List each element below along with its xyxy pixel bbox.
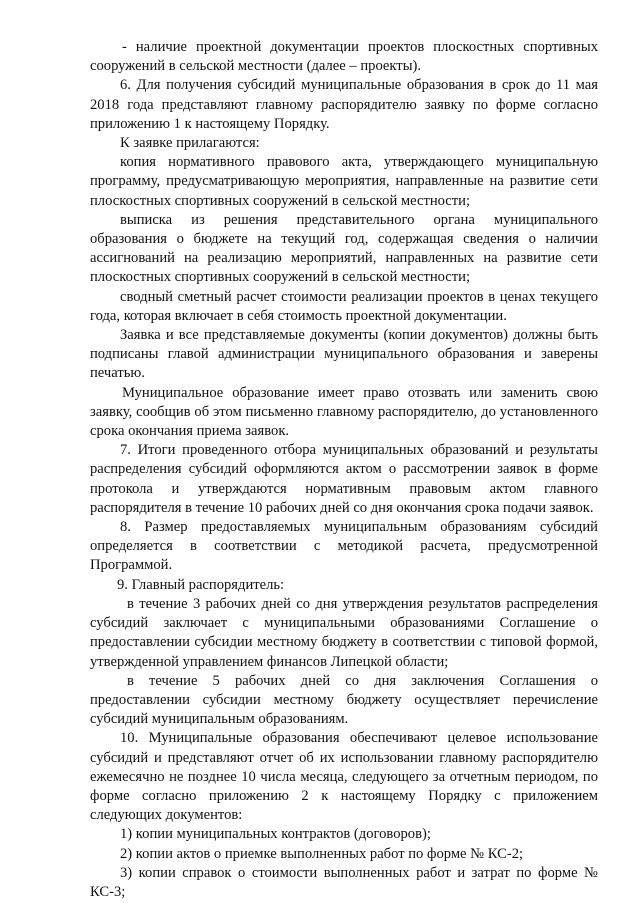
document-page xyxy=(90,38,598,902)
paragraph-item-9-heading: 9. Главный распорядитель: xyxy=(117,576,285,593)
paragraph-item-9-transfer: в течение 5 рабочих дней со дня заключения Соглашения о предоставлении субсидии местному бюджету осуществляет перечисление субсидий муниципальным образованиям. xyxy=(90,672,598,728)
paragraph-item-9-agreement: в течение 3 рабочих дней со дня утверждения результатов распределения субсидий заключает с муниципальными образованиями Соглашение о предоставлении субсидии местному бюджету в соответствии с типовой формой, утвержденной управлением финансов Липецкой области; xyxy=(90,595,598,670)
paragraph-doc-contracts: 1) копии муниципальных контрактов (договоров); xyxy=(120,826,431,843)
paragraph-withdraw-right: Муниципальное образование имеет право отозвать или заменить свою заявку, сообщив об этом письменно главному распорядителю, до установленного срока окончания приема заявок. xyxy=(90,384,598,440)
paragraph-doc-ks3: 3) копии справок о стоимости выполненных работ и затрат по форме № КС-3; xyxy=(90,864,598,900)
paragraph-attachment-program-copy: копия нормативного правового акта, утверждающего муниципальную программу, предусматривающую мероприятия, направленные на развитие сети плоскостных спортивных сооружений в сельской местности; xyxy=(90,154,598,209)
paragraph-item-7: 7. Итоги проведенного отбора муниципальных образований и результаты распределения субсидий оформляются актом о рассмотрении заявок в форме протокола и утверждаются нормативным правовым актом главного распорядителя в течение 10 рабочих дней со дня окончания срока подачи заявок. xyxy=(90,442,598,516)
paragraph-item-8: 8. Размер предоставляемых муниципальным образованиям субсидий определяется в соответствии с методикой расчета, предусмотренной Программой. xyxy=(90,519,598,574)
paragraph-attachment-estimate: сводный сметный расчет стоимости реализации проектов в ценах текущего года, которая включает в себя стоимость проектной документации. xyxy=(90,288,598,324)
paragraph-signature-requirement: Заявка и все представляемые документы (копии документов) должны быть подписаны главой администрации муниципального образования и заверены печатью. xyxy=(90,327,598,382)
paragraph-doc-ks2: 2) копии актов о приемке выполненных работ по форме № КС-2; xyxy=(120,845,524,862)
paragraph-item-10: 10. Муниципальные образования обеспечивают целевое использование субсидий и представляют отчет об их использовании главному распорядителю ежемесячно не позднее 10 числа месяца, следующего за отчетным периодом, по форме согласно приложению 2 к настоящему Порядку с приложением следующих документов: xyxy=(90,730,598,824)
paragraph-attachments-heading: К заявке прилагаются: xyxy=(120,135,260,152)
paragraph-item-6: 6. Для получения субсидий муниципальные образования в срок до 11 мая 2018 года представляют главному распорядителю заявку по форме согласно приложению 1 к настоящему Порядку. xyxy=(90,77,598,132)
paragraph-projects-note: - наличие проектной документации проектов плоскостных спортивных сооружений в сельской местности (далее – проекты). xyxy=(90,39,598,75)
paragraph-attachment-budget-extract: выписка из решения представительного органа муниципального образования о бюджете на текущий год, содержащая сведения о наличии ассигнований на реализацию мероприятий, направленных на развитие сети плоскостных спортивных сооружений в сельской местности; xyxy=(90,211,598,286)
